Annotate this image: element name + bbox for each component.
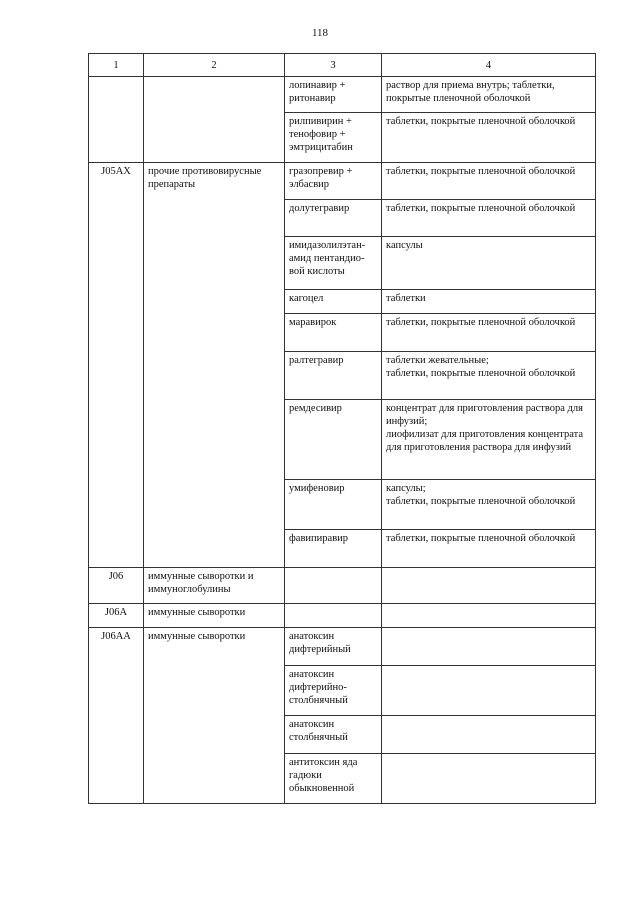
group-cell: иммунные сыворотки	[144, 604, 285, 628]
form-cell	[382, 628, 596, 666]
drug-cell: лопинавир + ритонавир	[285, 77, 382, 113]
table-row	[89, 604, 596, 628]
atc-code-cell: J06	[89, 568, 144, 604]
form-cell: таблетки, покрытые пленочной оболочкой	[382, 530, 596, 568]
form-cell: таблетки, покрытые пленочной оболочкой	[382, 113, 596, 163]
column-header: 1	[89, 54, 144, 77]
table-row	[89, 77, 596, 113]
drug-cell: антитоксин яда гадюки обыкновенной	[285, 754, 382, 804]
drug-cell	[285, 568, 382, 604]
drug-cell: фавипиравир	[285, 530, 382, 568]
table-row	[89, 628, 596, 666]
column-header: 4	[382, 54, 596, 77]
atc-code-cell: J06AA	[89, 628, 144, 804]
drug-cell: умифеновир	[285, 480, 382, 530]
column-header: 2	[144, 54, 285, 77]
drug-cell: ремдесивир	[285, 400, 382, 480]
drug-cell: анатоксин дифтерийный	[285, 628, 382, 666]
form-cell: таблетки, покрытые пленочной оболочкой	[382, 200, 596, 237]
drug-cell	[285, 604, 382, 628]
drug-cell: гразопревир + элбасвир	[285, 163, 382, 200]
drug-cell: ралтегравир	[285, 352, 382, 400]
form-cell: раствор для приема внутрь; таблетки, покрытые пленочной оболочкой	[382, 77, 596, 113]
atc-code-cell: J05AX	[89, 163, 144, 568]
drug-cell: кагоцел	[285, 290, 382, 314]
form-cell: капсулы	[382, 237, 596, 290]
drug-cell: имидазолилэтан-амид пентандио-вой кислоты	[285, 237, 382, 290]
form-cell	[382, 754, 596, 804]
form-cell: таблетки, покрытые пленочной оболочкой	[382, 314, 596, 352]
form-cell	[382, 716, 596, 754]
page-number: 118	[311, 27, 329, 39]
form-cell: концентрат для приготовления раствора для инфузий; лиофилизат для приготовления концентрата для приготовления раствора для инфузий	[382, 400, 596, 480]
header-row	[89, 54, 596, 77]
form-cell: таблетки	[382, 290, 596, 314]
atc-code-cell: J06A	[89, 604, 144, 628]
drug-cell: маравирок	[285, 314, 382, 352]
form-cell	[382, 568, 596, 604]
drug-cell: долутегравир	[285, 200, 382, 237]
drug-table	[88, 53, 596, 804]
group-cell	[144, 77, 285, 163]
drug-cell: анатоксин дифтерийно-столбнячный	[285, 666, 382, 716]
drug-cell: рилпивирин + тенофовир + эмтрицитабин	[285, 113, 382, 163]
form-cell: таблетки, покрытые пленочной оболочкой	[382, 163, 596, 200]
table-row	[89, 568, 596, 604]
drug-cell: анатоксин столбнячный	[285, 716, 382, 754]
form-cell	[382, 604, 596, 628]
column-header: 3	[285, 54, 382, 77]
group-cell: прочие противовирусные препараты	[144, 163, 285, 568]
group-cell: иммунные сыворотки и иммуноглобулины	[144, 568, 285, 604]
atc-code-cell	[89, 77, 144, 163]
form-cell: таблетки жевательные; таблетки, покрытые пленочной оболочкой	[382, 352, 596, 400]
group-cell: иммунные сыворотки	[144, 628, 285, 804]
table-row	[89, 163, 596, 200]
form-cell: капсулы; таблетки, покрытые пленочной оболочкой	[382, 480, 596, 530]
form-cell	[382, 666, 596, 716]
